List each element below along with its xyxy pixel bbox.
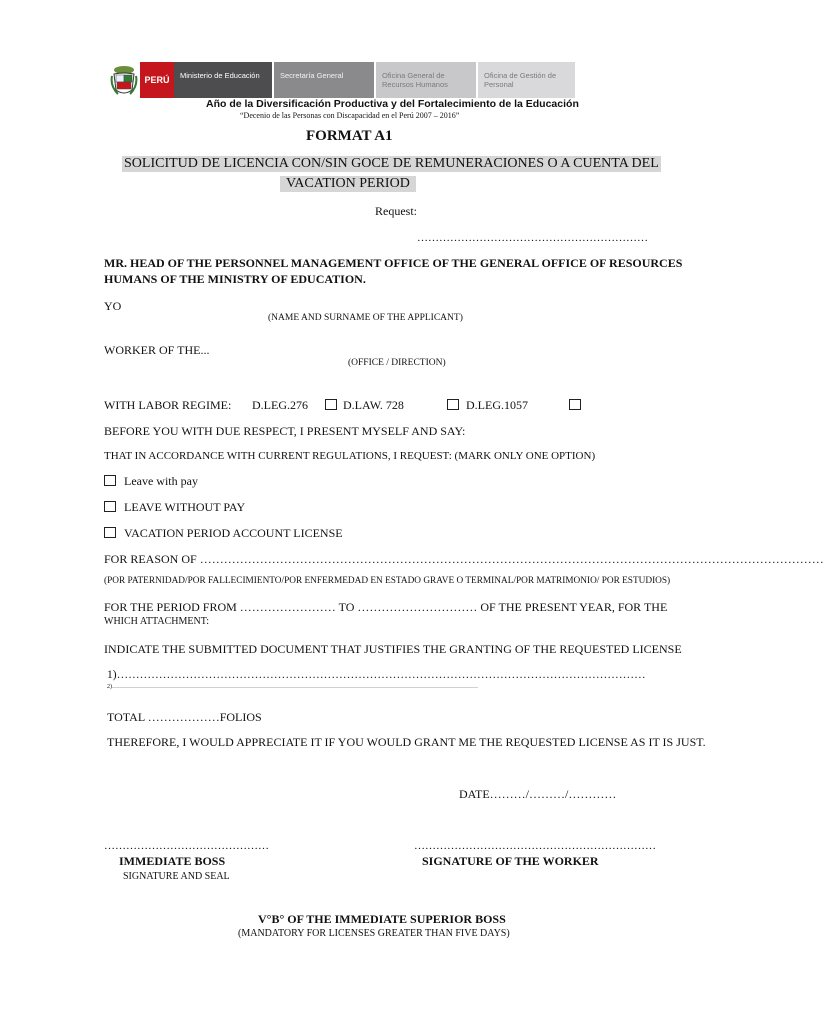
year-motto: Año de la Diversificación Productiva y del Fortalecimiento de la Educación [206, 98, 579, 110]
vb-note: (MANDATORY FOR LICENSES GREATER THAN FIVE DAYS) [238, 928, 510, 939]
worker-signature-label: SIGNATURE OF THE WORKER [422, 854, 599, 868]
reason-field[interactable]: FOR REASON OF ………………………………………………………………………………………………………………………………………… [104, 552, 824, 566]
yo-label: YO [104, 299, 122, 313]
leave-without-pay-label: LEAVE WITHOUT PAY [124, 500, 246, 514]
therefore-text: THEREFORE, I WOULD APPRECIATE IT IF YOU WOULD GRANT ME THE REQUESTED LICENSE AS IT IS JUST. [107, 735, 706, 749]
leave-without-pay-checkbox[interactable] [104, 501, 116, 512]
page-title: FORMAT A1 [306, 128, 393, 144]
document-2-field[interactable]: 2)………………………………………………………………………………………………………………………………………………………………… [107, 684, 478, 690]
addressee-line2: HUMANS OF THE MINISTRY OF EDUCATION. [104, 272, 366, 286]
segment-secretaria: Secretaría General [274, 62, 374, 98]
indicate-text: INDICATE THE SUBMITTED DOCUMENT THAT JUSTIFIES THE GRANTING OF THE REQUESTED LICENSE [104, 642, 682, 656]
which-attachment: WHICH ATTACHMENT: [104, 616, 210, 627]
leave-with-pay-label: Leave with pay [124, 474, 198, 488]
vacation-license-label: VACATION PERIOD ACCOUNT LICENSE [124, 526, 343, 540]
segment-rrhh: Oficina General de Recursos Humanos [376, 62, 476, 98]
worker-signature-line[interactable]: ………………………………………………………… [414, 840, 656, 852]
regime-option-276: D.LEG.276 [252, 398, 308, 412]
segment-gestion: Oficina de Gestión de Personal [478, 62, 575, 98]
document-1-field[interactable]: 1)………………………………………………………………………………………………………………………… [107, 669, 646, 681]
accordance-text: THAT IN ACCORDANCE WITH CURRENT REGULATIONS, I REQUEST: (MARK ONLY ONE OPTION) [104, 450, 596, 462]
peru-label: PERÚ [140, 62, 174, 98]
decade-motto: “Decenio de las Personas con Discapacidad en el Perú 2007 – 2016” [240, 111, 460, 120]
immediate-boss-label: IMMEDIATE BOSS [119, 854, 226, 868]
vb-label: V°B° OF THE IMMEDIATE SUPERIOR BOSS [258, 912, 506, 926]
vacation-license-checkbox[interactable] [104, 527, 116, 538]
labor-regime-label: WITH LABOR REGIME: [104, 398, 232, 412]
regime-1057-checkbox[interactable] [569, 399, 581, 410]
regime-option-728: D.LAW. 728 [343, 398, 404, 412]
request-label: Request: [375, 204, 417, 218]
signature-seal-label: SIGNATURE AND SEAL [123, 871, 230, 882]
header-banner [108, 62, 575, 98]
regime-728-checkbox[interactable] [447, 399, 459, 410]
worker-of-label: WORKER OF THE... [104, 343, 210, 357]
ministry-segment: Ministerio de Educación [174, 62, 272, 98]
before-you-text: BEFORE YOU WITH DUE RESPECT, I PRESENT MYSELF AND SAY: [104, 424, 466, 438]
regime-option-1057: D.LEG.1057 [466, 398, 528, 412]
date-field[interactable]: DATE………/………/………… [459, 787, 617, 801]
total-folios[interactable]: TOTAL ………………FOLIOS [107, 710, 262, 724]
reason-hint: (POR PATERNIDAD/POR FALLECIMIENTO/POR ENFERMEDAD EN ESTADO GRAVE O TERMINAL/POR MATRIMONIO/ POR ESTUDIOS) [104, 576, 671, 586]
subtitle-line1: SOLICITUD DE LICENCIA CON/SIN GOCE DE REMUNERACIONES O A CUENTA DEL [124, 156, 659, 171]
name-hint: (NAME AND SURNAME OF THE APPLICANT) [268, 313, 463, 323]
addressee-line1: MR. HEAD OF THE PERSONNEL MANAGEMENT OFFICE OF THE GENERAL OFFICE OF RESOURCES [104, 256, 683, 270]
office-hint: (OFFICE / DIRECTION) [348, 358, 446, 368]
regime-276-checkbox[interactable] [325, 399, 337, 410]
leave-with-pay-checkbox[interactable] [104, 475, 116, 486]
request-field[interactable]: ……………………………………………………… [417, 232, 648, 244]
peru-coat-of-arms-icon [108, 62, 140, 98]
period-field[interactable]: FOR THE PERIOD FROM …………………… TO ………………………… OF THE PRESENT YEAR, FOR THE [104, 600, 668, 614]
boss-signature-line[interactable]: ……………………………………… [104, 840, 269, 852]
subtitle-line2: VACATION PERIOD [280, 176, 416, 192]
